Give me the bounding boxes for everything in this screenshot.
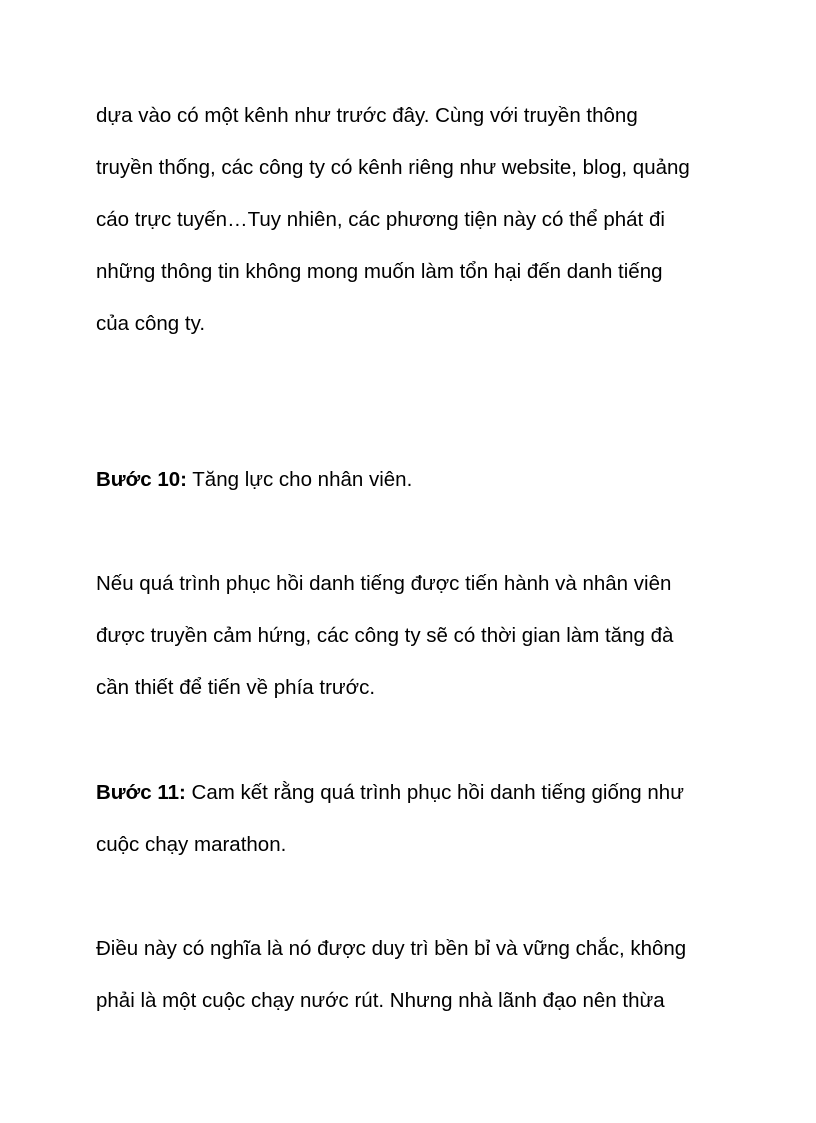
text-line: được truyền cảm hứng, các công ty sẽ có thời gian làm tăng đà [96,624,674,647]
text-line: phải là một cuộc chạy nước rút. Nhưng nhà lãnh đạo nên thừa [96,989,665,1012]
text-line: dựa vào có một kênh như trước đây. Cùng với truyền thông [96,104,638,127]
text-line: Nếu quá trình phục hồi danh tiếng được tiến hành và nhân viên [96,572,672,595]
step-11-label: Bước 11: [96,781,186,804]
text-line: truyền thống, các công ty có kênh riêng như website, blog, quảng [96,156,690,179]
step-11-continuation: cuộc chạy marathon. [96,833,287,856]
step-11-first-line [96,781,684,805]
step-10-label: Bước 10: [96,468,187,491]
text-line: cần thiết để tiến về phía trước. [96,676,376,699]
step-11-text: Cam kết rằng quá trình phục hồi danh tiếng giống như [185,781,684,804]
text-line: Điều này có nghĩa là nó được duy trì bền bỉ và vững chắc, không [96,937,687,960]
text-line: của công ty. [96,312,206,335]
text-line: những thông tin không mong muốn làm tổn hại đến danh tiếng [96,260,663,283]
step-10-heading [96,468,412,492]
text-line: cáo trực tuyến…Tuy nhiên, các phương tiện này có thể phát đi [96,208,665,231]
step-10-text: Tăng lực cho nhân viên. [186,468,413,491]
